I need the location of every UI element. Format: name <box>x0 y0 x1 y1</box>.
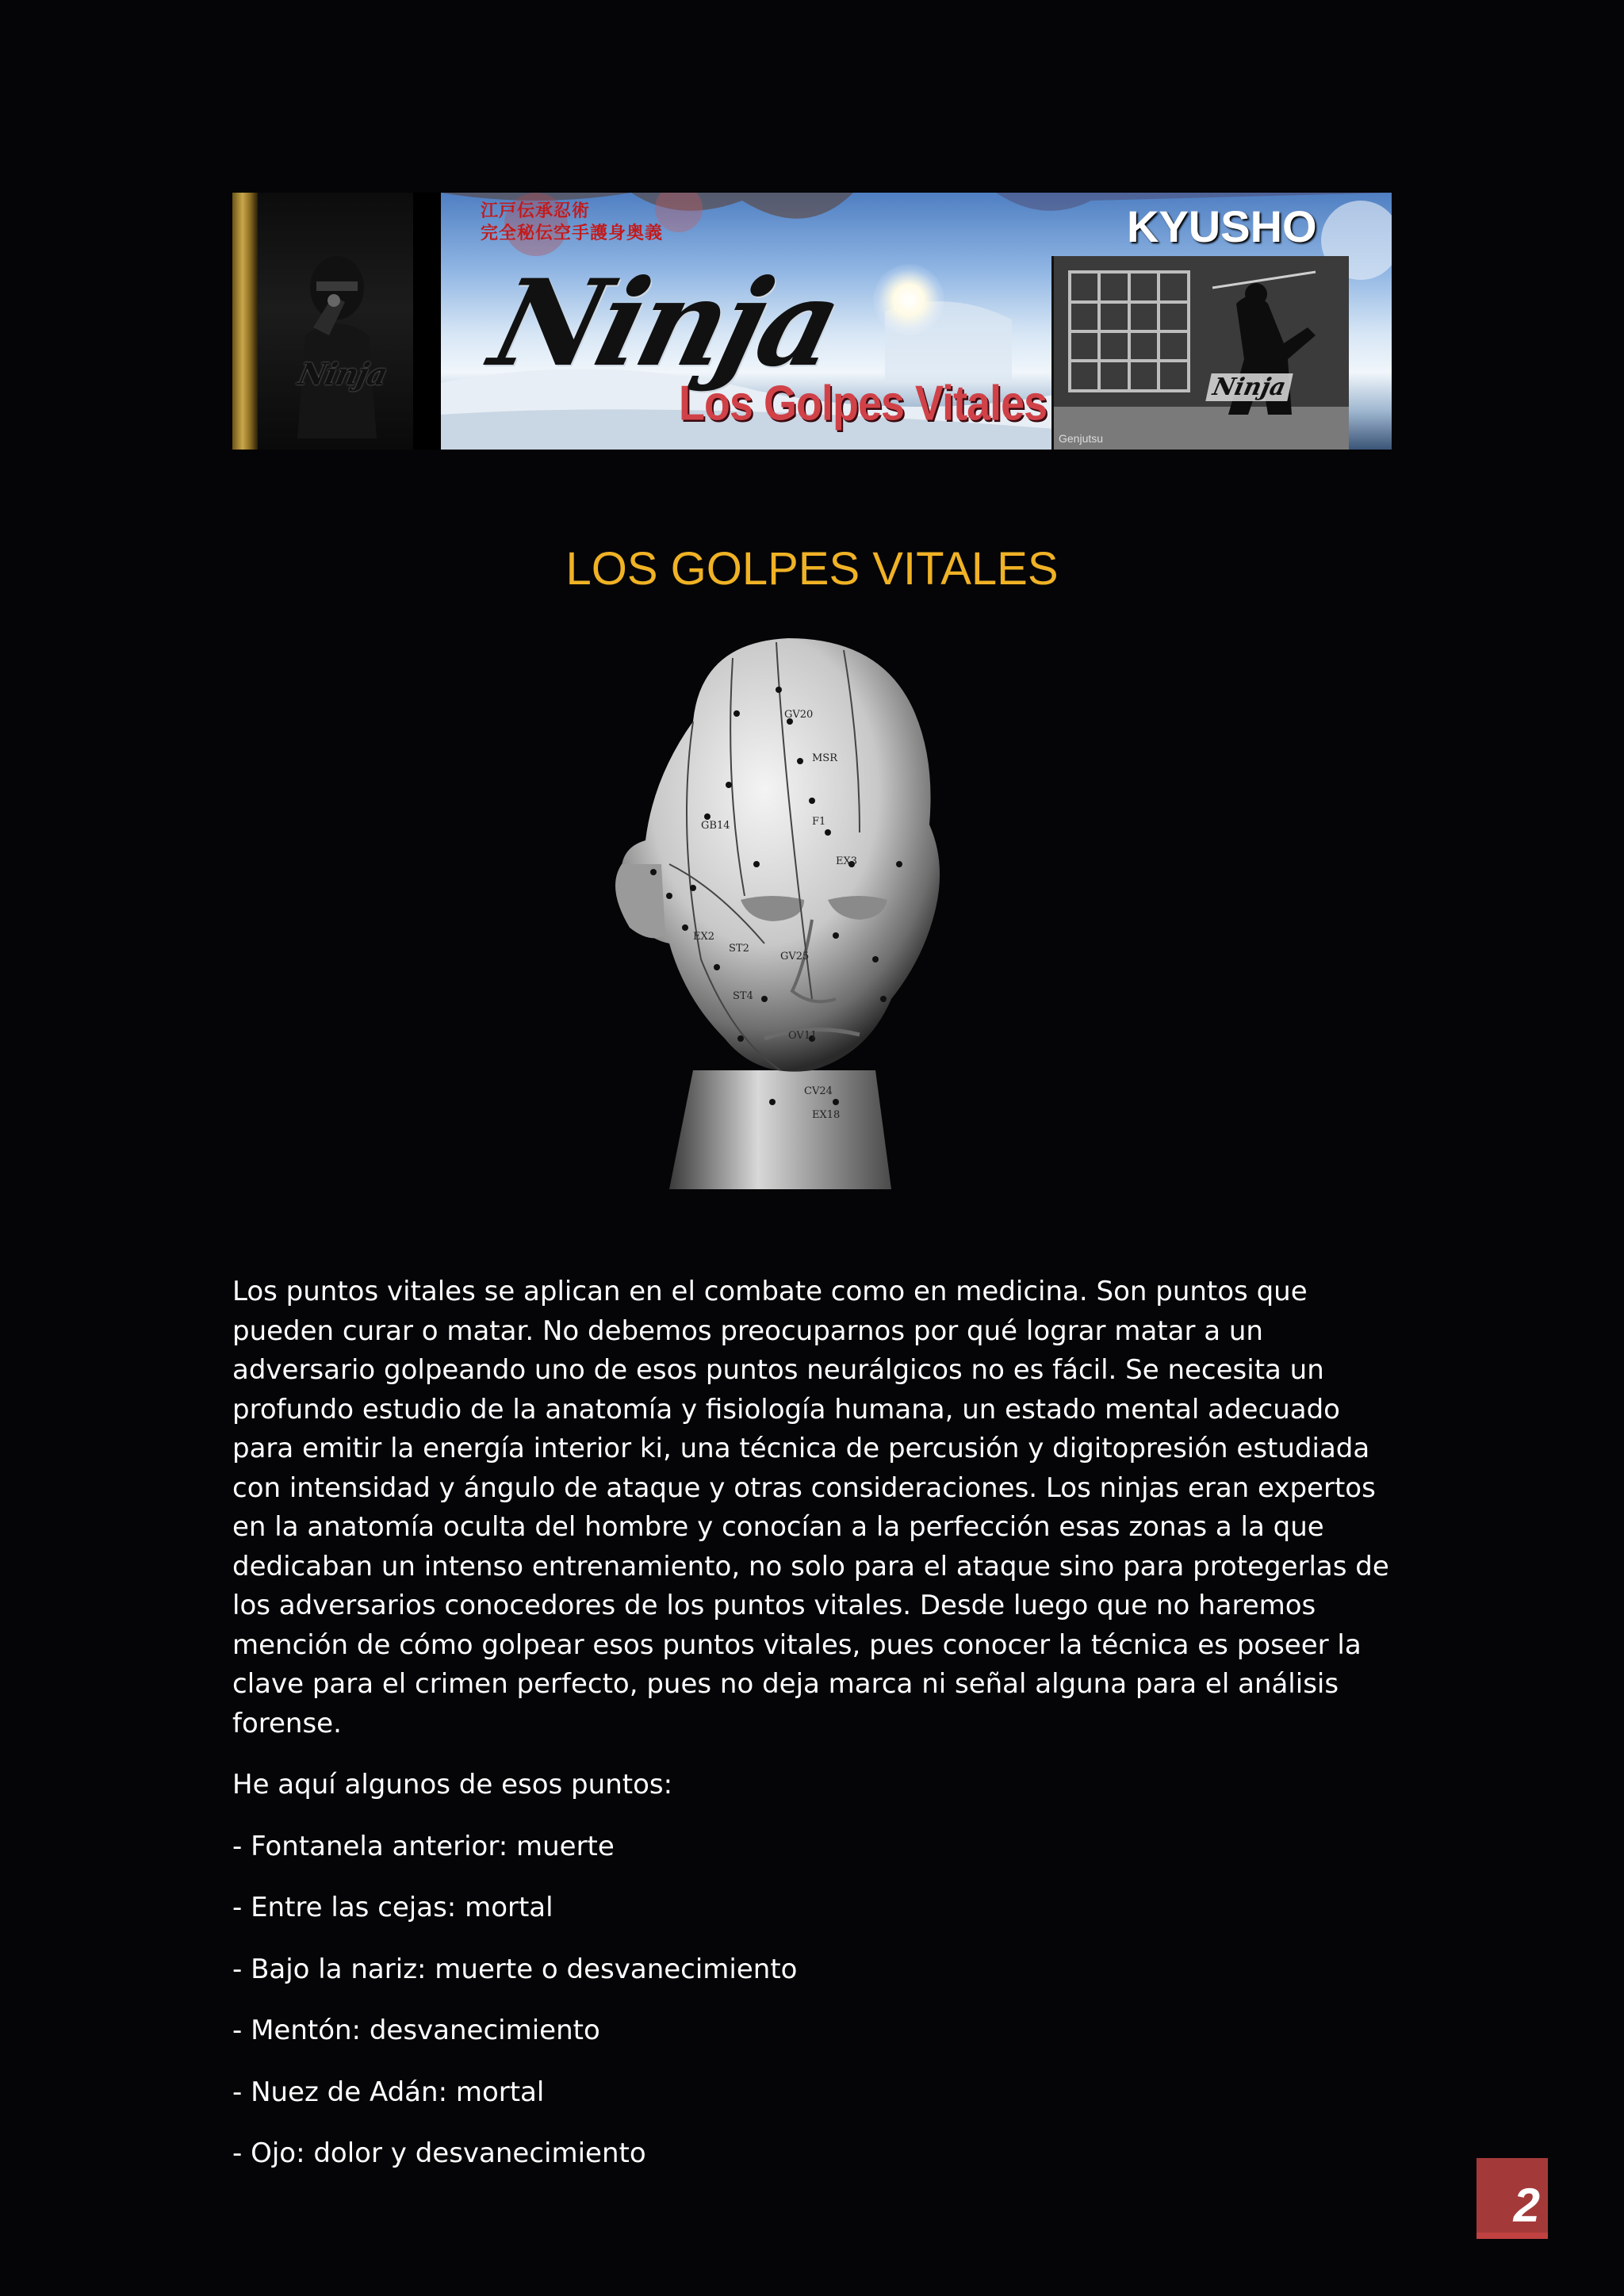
header-banner <box>232 193 1392 450</box>
banner-kanji-text: 江戸伝承忍術 完全秘伝空手護身奥義 <box>481 201 664 243</box>
ninja-portrait-panel <box>258 193 413 450</box>
list-intro: He aquí algunos de esos puntos: <box>232 1769 673 1800</box>
svg-text:EX2: EX2 <box>693 931 715 943</box>
svg-text:CV24: CV24 <box>804 1085 833 1097</box>
gold-border-strip <box>232 193 258 450</box>
svg-text:EX3: EX3 <box>836 855 858 867</box>
svg-text:EX18: EX18 <box>812 1109 841 1121</box>
list-item-nariz: - Bajo la nariz: muerte o desvanecimiento <box>232 1953 798 1985</box>
ninja-figure-icon <box>289 240 385 438</box>
svg-text:ST4: ST4 <box>733 990 753 1002</box>
acupuncture-head-image <box>574 626 986 1189</box>
svg-text:MSR: MSR <box>812 752 838 764</box>
dojo-scene-icon <box>1054 256 1349 450</box>
svg-text:GV25: GV25 <box>780 951 810 962</box>
svg-text:GV20: GV20 <box>784 709 814 721</box>
banner-ninja-logo: Ninja <box>479 254 851 393</box>
svg-text:GB14: GB14 <box>701 820 730 832</box>
list-item-nuez: - Nuez de Adán: mortal <box>232 2076 545 2108</box>
dojo-ninja-logo: Ninja <box>1205 373 1293 401</box>
page-title <box>0 542 1624 595</box>
banner-kyusho-title: KYUSHO <box>1127 201 1317 251</box>
svg-text:OV11: OV11 <box>788 1030 818 1042</box>
page-number-badge <box>1477 2158 1548 2239</box>
banner-winter-scene <box>441 193 1392 450</box>
list-item-cejas: - Entre las cejas: mortal <box>232 1892 553 1923</box>
banner-sun <box>873 264 944 335</box>
page-number: 2 <box>1513 2179 1540 2232</box>
banner-small-logo: Ninja <box>295 356 390 392</box>
svg-text:ST2: ST2 <box>729 943 749 955</box>
list-item-fontanela: - Fontanela anterior: muerte <box>232 1830 615 1862</box>
dojo-ninja-photo <box>1051 256 1349 450</box>
banner-credit: Genjutsu <box>1059 432 1104 445</box>
page-number-underline <box>1477 2233 1548 2239</box>
article-body <box>232 1272 1394 2196</box>
page-title-text: LOS GOLPES VITALES <box>565 543 1059 595</box>
list-item-menton: - Mentón: desvanecimiento <box>232 2015 600 2046</box>
body-paragraph: Los puntos vitales se aplican en el combate como en medicina. Son puntos que pueden curar o matar. No debemos preocuparnos por qué lograr matar a un adversario golpeando uno de esos puntos neurálgicos no es fácil. Se necesita un profundo estudio de la anatomía y fisiología humana, un estado mental adecuado para emitir la energía interior ki, una técnica de percusión y digitopresión estudiada con intensidad y ángulo de ataque y otras consideraciones. Los ninjas eran expertos en la anatomía oculta del hombre y conocían a la perfección esas zonas a la que dedicaban un intenso entrenamiento, no solo para el ataque sino para protegerlas de los adversarios conocedores de los puntos vitales. Desde luego que no haremos mención de cómo golpear esos puntos vitales, pues conocer la técnica es poseer la clave para el crimen perfecto, pues no deja marca ni señal alguna para el análisis forense. <box>232 1276 1389 1739</box>
list-item-ojo: - Ojo: dolor y desvanecimiento <box>232 2137 646 2169</box>
svg-text:F1: F1 <box>812 816 826 828</box>
banner-subtitle: Los Golpes Vitales <box>679 376 1048 431</box>
